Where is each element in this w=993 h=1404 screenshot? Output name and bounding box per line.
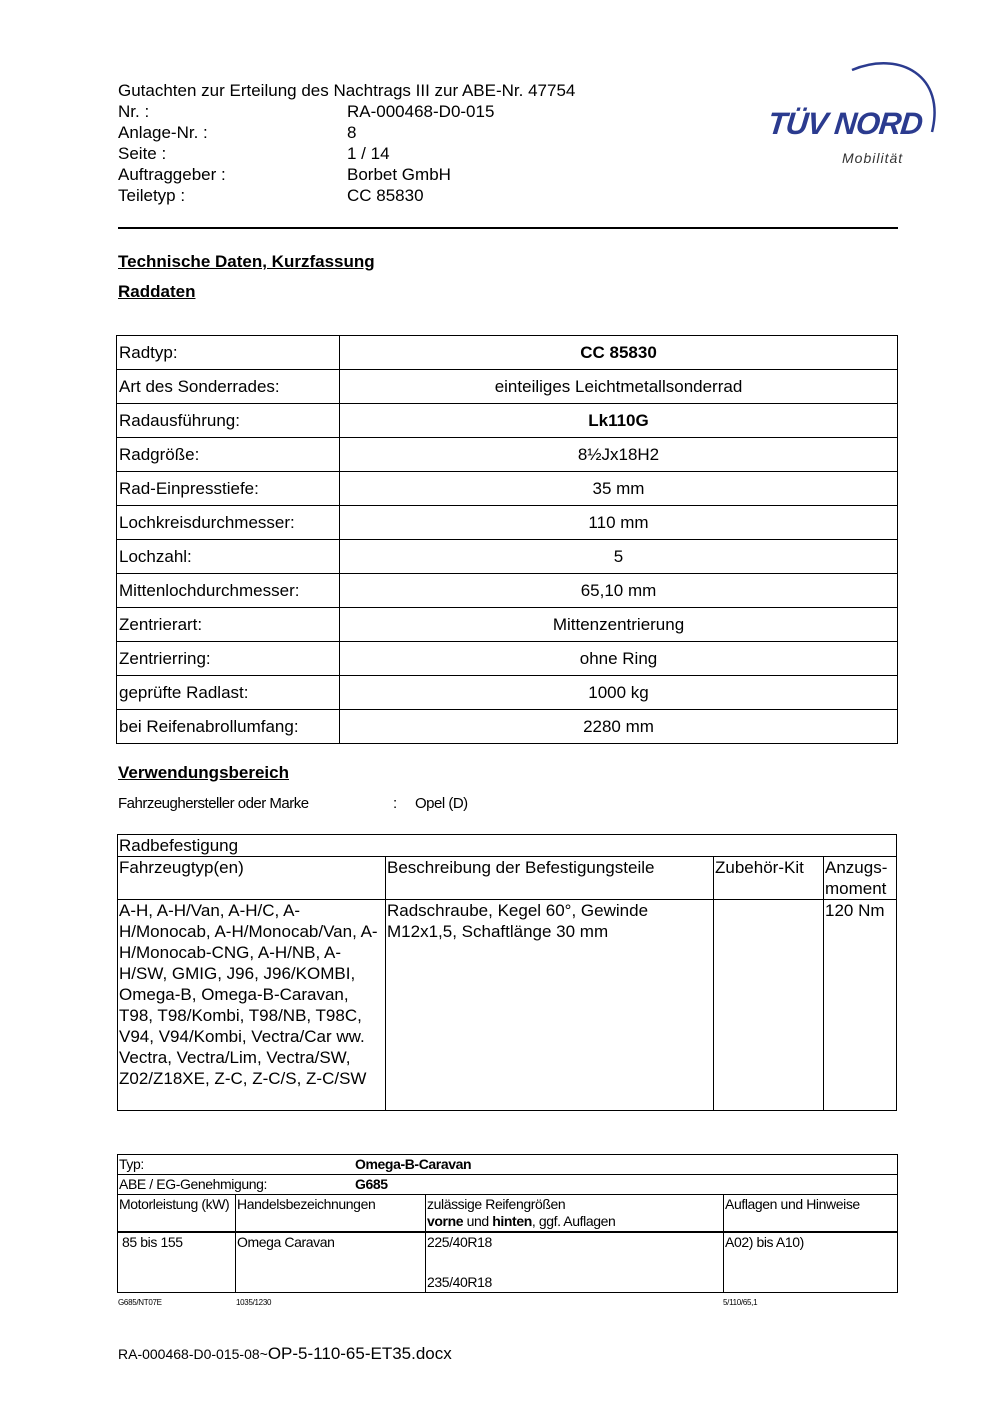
tires-note: , ggf. Auflagen [531,1213,616,1229]
table-row [117,506,898,540]
column-header: Auflagen und Hinweise [724,1195,898,1233]
field-label: Teiletyp : [118,186,186,205]
row-label: Art des Sonderrades: [117,370,340,404]
table-row [117,404,898,438]
header-field-auftraggeber [118,164,575,185]
row-value: 110 mm [340,506,898,540]
vehicle-types-cell: A-H, A-H/Van, A-H/C, A-H/Monocab, A-H/Monocab/Van, A-H/Monocab-CNG, A-H/NB, A-H/SW, GMIG, J96, J96/KOMBI, Omega-B, Omega-B-Caravan, T98, T98/Kombi, T98/NB, T98C, V94, V94/Kombi, Vectra/Car ww. Vectra, Vectra/Lim, Vectra/SW, Z02/Z18XE, Z-C, Z-C/S, Z-C/SW [118,900,386,1111]
row-value: CC 85830 [340,336,898,370]
row-label: Zentrierart: [117,608,340,642]
field-label: Nr. : [118,102,150,121]
abe-cell [118,1175,898,1195]
tires-header-line1: zulässige Reifengrößen [427,1196,566,1212]
table-row [117,540,898,574]
row-value: 2280 mm [340,710,898,744]
row-label: Lochzahl: [117,540,340,574]
power-cell: 85 bis 155 [118,1232,236,1293]
document-header [118,80,575,206]
trade-cell: Omega Caravan [236,1232,426,1293]
code-c: 5/110/65,1 [723,1298,758,1307]
footer-filename [118,1344,452,1364]
footer-prefix: RA-000468-D0-015-08~ [118,1346,268,1362]
table-row [117,710,898,744]
field-label: Anlage-Nr. : [118,123,208,142]
tires-front: vorne [427,1213,464,1229]
section-title: Technische Daten, Kurzfassung [118,252,375,271]
column-header: Fahrzeugtyp(en) [118,857,386,900]
table-row [117,336,898,370]
manufacturer-line [118,795,468,812]
row-label: Radgröße: [117,438,340,472]
table-title-row [118,835,897,857]
logo-brand: TÜV NORD [766,106,924,141]
field-value: RA-000468-D0-015 [347,102,495,121]
table-row [118,1232,898,1293]
description-cell: Radschraube, Kegel 60°, Gewinde M12x1,5, Schaftlänge 30 mm [386,900,714,1111]
table-header-row [118,857,897,900]
tire-size: 235/40R18 [427,1274,492,1290]
header-field-teiletyp [118,185,575,206]
row-value: 35 mm [340,472,898,506]
typ-label: Typ: [119,1156,144,1172]
abe-value: G685 [355,1176,388,1192]
row-label: Rad-Einpresstiefe: [117,472,340,506]
typ-header-row [118,1195,898,1233]
section-subtitle: Raddaten [118,282,196,301]
field-value: Borbet GmbH [347,165,451,184]
row-label: Zentrierring: [117,642,340,676]
row-value: ohne Ring [340,642,898,676]
column-header: Handelsbezeichnungen [236,1195,426,1233]
code-b: 1035/1230 [236,1298,272,1307]
abe-row [118,1175,898,1195]
tire-size: 225/40R18 [427,1234,492,1250]
table-row [117,370,898,404]
row-label: Radausführung: [117,404,340,438]
field-value: CC 85830 [347,186,424,205]
tuv-nord-logo [760,56,940,174]
tires-rear: hinten [492,1213,532,1229]
table-row [117,642,898,676]
table-row [117,472,898,506]
notes-cell: A02) bis A10) [724,1232,898,1293]
abe-label: ABE / EG-Genehmigung: [119,1176,268,1192]
typ-row [118,1155,898,1175]
field-label: Auftraggeber : [118,165,226,184]
column-header: Anzugs-moment [824,857,897,900]
row-value: 65,10 mm [340,574,898,608]
row-value: 1000 kg [340,676,898,710]
row-value: Mittenzentrierung [340,608,898,642]
document-title: Gutachten zur Erteilung des Nachtrags III zur ABE-Nr. 47754 [118,81,576,100]
row-label: Radtyp: [117,336,340,370]
table-row [118,900,897,1111]
kit-cell [714,900,824,1111]
table-title: Radbefestigung [118,835,897,857]
row-label: geprüfte Radlast: [117,676,340,710]
manufacturer-value: Opel (D) [415,795,468,812]
separator: : [393,795,397,812]
column-header: Motorleistung (kW) [118,1195,236,1233]
manufacturer-label: Fahrzeughersteller oder Marke [118,795,309,812]
table-row [117,574,898,608]
tires-cell [426,1232,724,1293]
header-field-anlage [118,122,575,143]
column-header-tires [426,1195,724,1233]
header-rule [118,227,898,229]
table-row [117,676,898,710]
header-field-nr [118,101,575,122]
table-row [117,438,898,472]
table-row [117,608,898,642]
column-header: Beschreibung der Befestigungsteile [386,857,714,900]
row-value: einteiliges Leichtmetallsonderrad [340,370,898,404]
row-label: Mittenlochdurchmesser: [117,574,340,608]
column-header: Zubehör-Kit [714,857,824,900]
row-label: bei Reifenabrollumfang: [117,710,340,744]
header-field-seite [118,143,575,164]
logo-subtitle: Mobilität [842,150,904,166]
field-label: Seite : [118,144,167,163]
tires-and: und [463,1213,493,1229]
code-a: G685/NT07E [118,1298,162,1307]
row-value: 8½Jx18H2 [340,438,898,472]
radbefestigung-table [117,834,897,1111]
typ-table [117,1154,898,1293]
row-value: Lk110G [340,404,898,438]
row-label: Lochkreisdurchmesser: [117,506,340,540]
typ-value: Omega-B-Caravan [355,1156,472,1172]
section-title-verwendung: Verwendungsbereich [118,763,289,782]
typ-cell [118,1155,898,1175]
footer-file: OP-5-110-65-ET35.docx [267,1344,452,1363]
field-value: 8 [347,123,357,142]
field-value: 1 / 14 [347,144,390,163]
raddaten-table [116,335,898,744]
torque-cell: 120 Nm [824,900,897,1111]
row-value: 5 [340,540,898,574]
